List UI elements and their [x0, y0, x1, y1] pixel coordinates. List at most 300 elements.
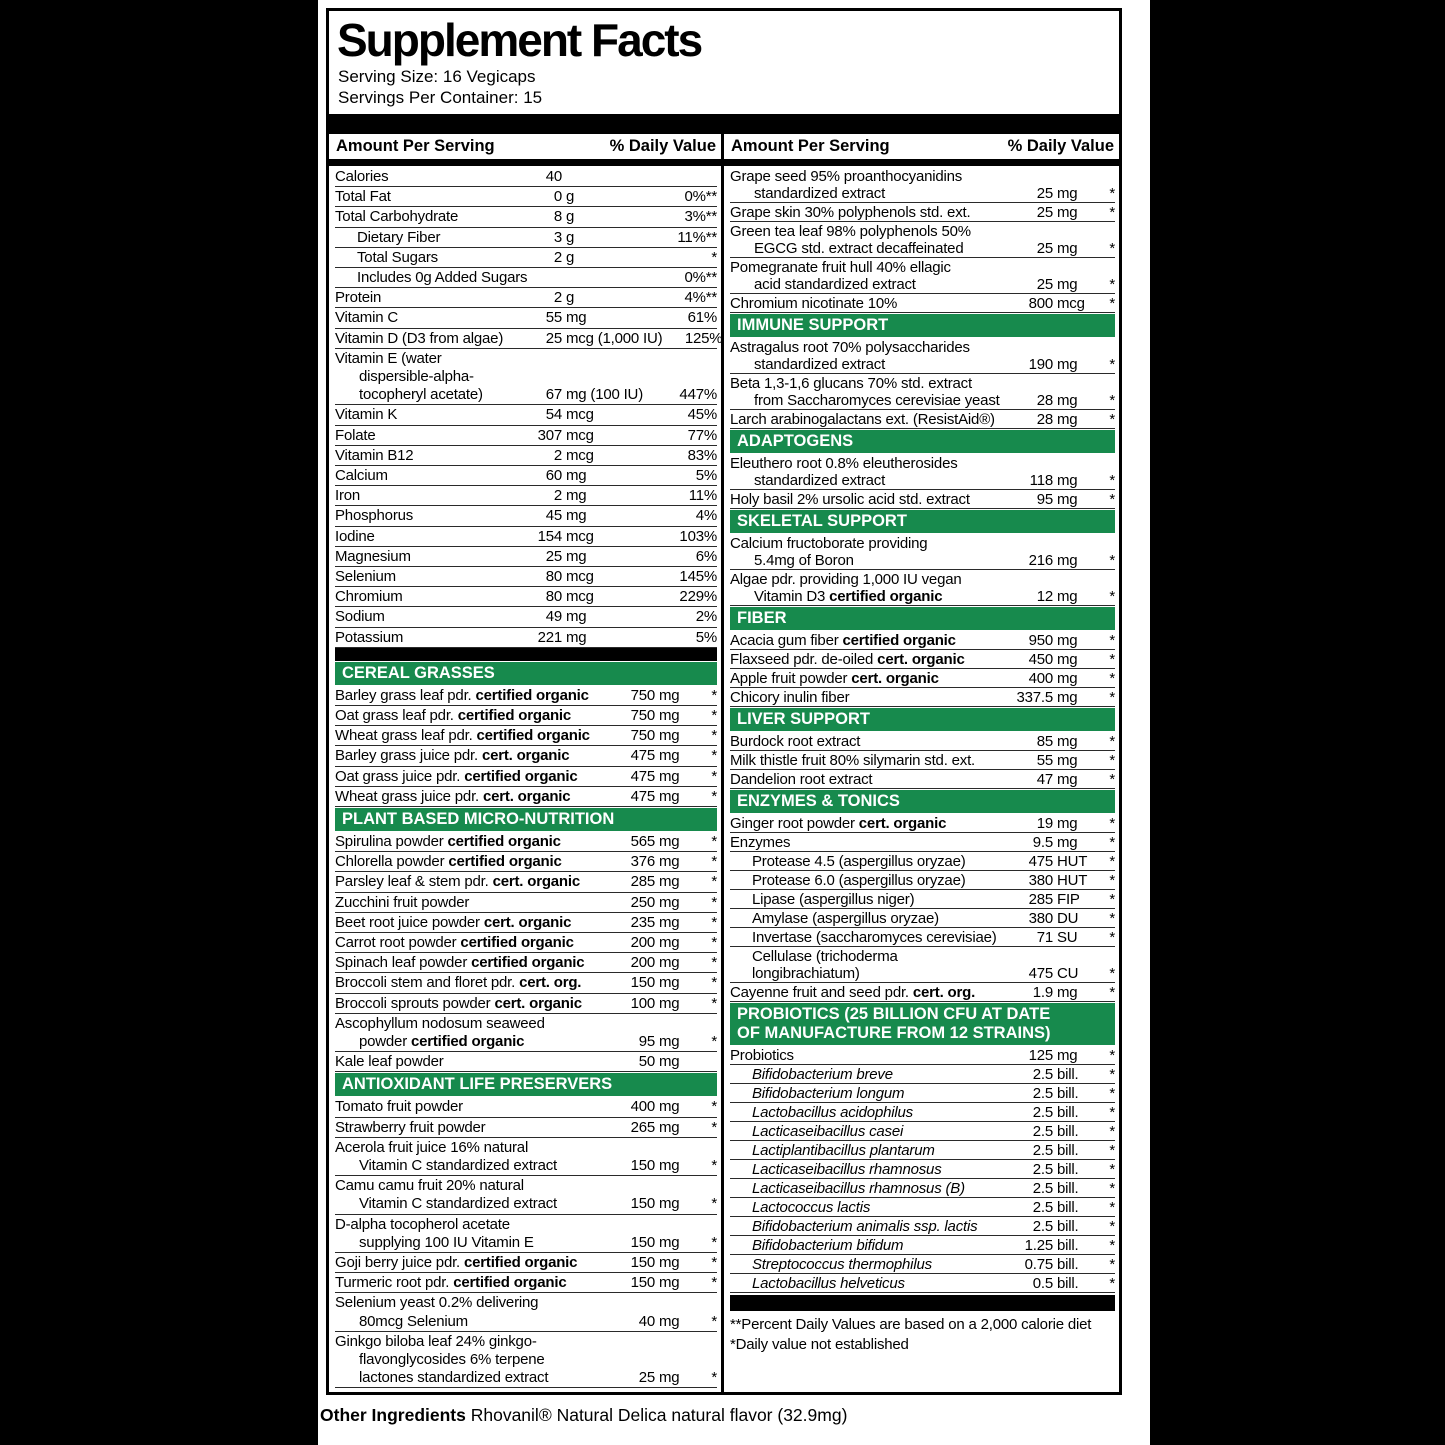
nutrient-amount: 12	[1036, 587, 1053, 605]
nutrient-amount: 475	[1028, 852, 1053, 870]
nutrient-amount: 71	[1036, 928, 1053, 946]
nutrient-row	[730, 258, 1115, 294]
nutrient-daily-value: *	[711, 686, 717, 704]
nutrient-row	[730, 1198, 1115, 1217]
nutrient-name: Total Carbohydrate	[335, 208, 459, 226]
nutrient-name: Iodine	[335, 527, 375, 545]
nutrient-row	[730, 222, 1115, 258]
nutrient-unit: mg	[659, 974, 680, 992]
nutrient-amount: 25	[638, 1369, 655, 1387]
nutrient-daily-value: *	[711, 1195, 717, 1213]
nutrient-daily-value: *	[1109, 1236, 1115, 1254]
nutrient-name: Acacia gum fiber certified organic	[730, 631, 956, 649]
nutrient-daily-value: *	[1109, 355, 1115, 373]
nutrient-row	[730, 650, 1115, 669]
nutrient-amount: 25	[545, 547, 562, 565]
nutrient-name: Beta 1,3-1,6 glucans 70% std. extract from Saccharomyces cerevisiae yeast	[730, 374, 1000, 409]
nutrient-name: Chicory inulin fiber	[730, 688, 850, 706]
nutrient-name: Strawberry fruit powder	[335, 1118, 486, 1136]
nutrient-amount: 19	[1036, 814, 1053, 832]
nutrient-name: Ginkgo biloba leaf 24% ginkgo- flavonglycosides 6% terpene lactones standardized extract	[335, 1332, 549, 1387]
nutrient-name: Spirulina powder certified organic	[335, 833, 561, 850]
nutrient-daily-value: 6%	[695, 547, 717, 565]
nutrient-amount: 265	[630, 1118, 655, 1136]
nutrient-name: Lacticaseibacillus rhamnosus (B)	[752, 1179, 965, 1197]
nutrient-name: Lactococcus lactis	[752, 1198, 871, 1216]
nutrient-row	[730, 1065, 1115, 1084]
columns-header-row	[329, 134, 1119, 159]
nutrient-daily-value: *	[1109, 1084, 1115, 1102]
nutrient-amount: 285	[1028, 890, 1053, 908]
nutrient-row	[335, 994, 717, 1014]
nutrient-daily-value: *	[711, 974, 717, 992]
nutrient-unit: mg	[566, 608, 587, 626]
nutrient-name: Lipase (aspergillus niger)	[752, 890, 915, 908]
nutrient-row	[335, 832, 717, 852]
nutrient-row	[335, 349, 717, 406]
nutrient-row	[335, 308, 717, 328]
nutrient-amount: 475	[630, 787, 655, 805]
nutrient-row	[730, 1103, 1115, 1122]
nutrient-columns	[329, 166, 1119, 1393]
nutrient-daily-value: *	[1109, 852, 1115, 870]
nutrient-name: Ascophyllum nodosum seaweed powder certified organic	[335, 1014, 545, 1051]
nutrient-name: Lactobacillus acidophilus	[752, 1103, 913, 1121]
nutrient-name: Streptococcus thermophilus	[752, 1255, 932, 1273]
nutrient-daily-value: 0%**	[684, 268, 717, 286]
nutrient-unit: bill.	[1057, 1084, 1079, 1102]
nutrient-daily-value: *	[1109, 1122, 1115, 1140]
nutrient-row	[730, 410, 1115, 429]
nutrient-daily-value: *	[711, 1033, 717, 1051]
nutrient-unit: mg	[1057, 275, 1078, 293]
nutrient-daily-value: *	[711, 767, 717, 785]
nutrient-unit: bill.	[1057, 1160, 1079, 1178]
nutrient-amount: 2.5	[1032, 1122, 1053, 1140]
nutrient-amount: 150	[630, 1233, 655, 1251]
nutrient-daily-value: *	[1109, 814, 1115, 832]
nutrient-unit: g	[566, 289, 575, 307]
nutrient-daily-value: 83%	[687, 446, 717, 464]
nutrient-name: Eleuthero root 0.8% eleutherosides standardized extract	[730, 454, 958, 489]
divider-bar	[730, 1295, 1115, 1311]
nutrient-name: Selenium	[335, 567, 396, 585]
nutrient-unit: HUT	[1057, 852, 1088, 870]
nutrient-amount: 2.5	[1032, 1160, 1053, 1178]
nutrient-name: Iron	[335, 487, 361, 505]
nutrient-row	[335, 1014, 717, 1052]
nutrient-row	[730, 1236, 1115, 1255]
nutrient-row	[335, 852, 717, 872]
nutrient-name: Holy basil 2% ursolic acid std. extract	[730, 490, 970, 508]
nutrient-row	[730, 928, 1115, 947]
nutrient-unit: mg	[566, 487, 587, 505]
nutrient-unit: mg	[1057, 732, 1078, 750]
nutrient-name: Calories	[335, 167, 389, 185]
nutrient-name: Camu camu fruit 20% natural Vitamin C standardized extract	[335, 1177, 557, 1213]
nutrient-daily-value: *	[711, 853, 717, 871]
columns-header-right	[724, 134, 1119, 159]
nutrient-name: Invertase (saccharomyces cerevisiae)	[752, 928, 997, 946]
nutrient-daily-value: 77%	[687, 426, 717, 444]
nutrient-name: Bifidobacterium animalis ssp. lactis	[752, 1217, 978, 1235]
nutrient-amount: 95	[638, 1033, 655, 1051]
nutrient-amount: 150	[630, 1274, 655, 1292]
nutrient-amount: 2.5	[1032, 1217, 1053, 1235]
nutrient-row	[730, 338, 1115, 374]
nutrient-unit: mg	[1057, 814, 1078, 832]
nutrient-daily-value: 5%	[695, 628, 717, 646]
nutrient-amount: 0.5	[1032, 1274, 1053, 1292]
nutrient-row	[335, 686, 717, 706]
nutrient-name: D-alpha tocopherol acetate supplying 100 IU Vitamin E	[335, 1215, 534, 1251]
nutrient-unit: mg	[566, 309, 587, 327]
nutrient-name: Dandelion root extract	[730, 770, 873, 788]
nutrient-amount: 150	[630, 1195, 655, 1213]
nutrient-name: Algae pdr. providing 1,000 IU vegan Vitamin D3 certified organic	[730, 570, 962, 605]
nutrient-amount: 125	[1028, 1046, 1053, 1064]
section-header: LIVER SUPPORT	[730, 708, 1115, 731]
nutrient-name: Lacticaseibacillus casei	[752, 1122, 904, 1140]
nutrient-unit: bill.	[1057, 1141, 1079, 1159]
nutrient-daily-value: *	[1109, 1274, 1115, 1292]
nutrient-row	[335, 706, 717, 726]
nutrient-amount: 2	[553, 487, 562, 505]
nutrient-name: Lacticaseibacillus rhamnosus	[752, 1160, 942, 1178]
nutrient-daily-value: 447%	[679, 386, 717, 404]
nutrient-daily-value: *	[711, 893, 717, 911]
nutrient-daily-value: *	[1109, 871, 1115, 889]
nutrient-unit: mg	[659, 913, 680, 931]
nutrient-row	[335, 1052, 717, 1072]
nutrient-amount: 475	[630, 747, 655, 765]
nutrient-name: Lactiplantibacillus plantarum	[752, 1141, 935, 1159]
nutrient-row	[335, 1215, 717, 1253]
nutrient-name: Sodium	[335, 608, 385, 626]
nutrient-unit: mg	[659, 1274, 680, 1292]
nutrient-name: Vitamin K	[335, 406, 398, 424]
nutrient-name: Turmeric root pdr. certified organic	[335, 1274, 567, 1292]
nutrient-daily-value: *	[1109, 751, 1115, 769]
nutrient-amount: 154	[537, 527, 562, 545]
nutrient-row	[730, 1046, 1115, 1065]
divider-bar-under-headers	[329, 159, 1119, 166]
nutrient-name: Wheat grass juice pdr. cert. organic	[335, 787, 571, 805]
nutrient-unit: mg	[1057, 471, 1078, 489]
nutrient-amount: 380	[1028, 871, 1053, 889]
divider-bar	[335, 648, 717, 661]
other-ingredients-text: Rhovanil® Natural Delica natural flavor (32.9mg)	[465, 1405, 848, 1426]
nutrient-daily-value: *	[711, 1254, 717, 1272]
nutrient-daily-value: *	[711, 747, 717, 765]
nutrient-name: Kale leaf powder	[335, 1053, 444, 1071]
nutrient-amount: 190	[1028, 355, 1053, 373]
nutrient-daily-value: *	[1109, 551, 1115, 569]
nutrient-unit: mg	[659, 1098, 680, 1116]
section-header: PROBIOTICS (25 BILLION CFU AT DATE OF MANUFACTURE FROM 12 STRAINS)	[730, 1003, 1115, 1045]
footnote: *Daily value not established	[730, 1335, 909, 1353]
nutrient-row	[335, 933, 717, 953]
nutrient-name: Lactobacillus helveticus	[752, 1274, 905, 1292]
nutrient-unit: FIP	[1057, 890, 1080, 908]
nutrient-unit: mg	[1057, 983, 1078, 1001]
nutrient-daily-value: *	[711, 913, 717, 931]
nutrient-name: Beet root juice powder cert. organic	[335, 913, 572, 931]
nutrient-unit: mg	[1057, 751, 1078, 769]
nutrient-daily-value: *	[711, 706, 717, 724]
nutrient-daily-value: *	[711, 1118, 717, 1136]
nutrient-row	[335, 527, 717, 547]
nutrient-unit: mcg	[566, 567, 594, 585]
nutrient-amount: 2	[553, 248, 562, 266]
nutrient-unit: mcg	[566, 446, 594, 464]
nutrient-row	[730, 1179, 1115, 1198]
nutrient-unit: mg	[1057, 203, 1078, 221]
nutrient-unit: DU	[1057, 909, 1079, 927]
nutrient-unit: mg	[659, 1233, 680, 1251]
nutrient-daily-value: *	[1109, 391, 1115, 409]
nutrient-row	[730, 203, 1115, 222]
nutrient-amount: 55	[1036, 751, 1053, 769]
nutrient-row	[730, 983, 1115, 1002]
section-header: SKELETAL SUPPORT	[730, 510, 1115, 533]
nutrient-name: Chromium nicotinate 10%	[730, 294, 898, 312]
nutrient-name: Potassium	[335, 628, 404, 646]
nutrient-daily-value: *	[1109, 1160, 1115, 1178]
nutrient-row	[335, 953, 717, 973]
nutrient-name: Enzymes	[730, 833, 791, 851]
nutrient-daily-value: 5%	[695, 466, 717, 484]
nutrient-row	[730, 1160, 1115, 1179]
nutrient-amount: 750	[630, 706, 655, 724]
nutrient-daily-value: *	[711, 954, 717, 972]
nutrient-daily-value: *	[1109, 275, 1115, 293]
divider-bar-top	[329, 114, 1119, 134]
nutrient-amount: 95	[1036, 490, 1053, 508]
nutrient-daily-value: *	[711, 787, 717, 805]
nutrient-row	[335, 1273, 717, 1293]
nutrient-daily-value: 125%	[684, 329, 723, 347]
nutrient-name: Spinach leaf powder certified organic	[335, 954, 585, 972]
amount-per-serving-label: Amount Per Serving	[336, 136, 495, 155]
nutrient-name: Probiotics	[730, 1046, 794, 1064]
nutrient-amount: 2.5	[1032, 1084, 1053, 1102]
nutrient-unit: mg	[659, 833, 680, 850]
nutrient-daily-value: *	[1109, 928, 1115, 946]
nutrient-unit: mg	[1057, 391, 1078, 409]
nutrient-unit: mg	[659, 873, 680, 891]
nutrient-unit: bill.	[1057, 1255, 1079, 1273]
nutrient-name: Bifidobacterium breve	[752, 1065, 893, 1083]
nutrient-amount: 475	[1028, 964, 1053, 982]
nutrient-row	[335, 872, 717, 892]
nutrient-row	[335, 893, 717, 913]
nutrient-name: Cellulase (trichoderma longibrachiatum)	[752, 947, 898, 982]
nutrient-daily-value: *	[711, 248, 717, 266]
nutrient-row	[335, 746, 717, 766]
nutrient-amount: 250	[630, 893, 655, 911]
nutrient-name: Tomato fruit powder	[335, 1098, 463, 1116]
nutrient-unit: mg	[1057, 631, 1078, 649]
nutrient-amount: 2.5	[1032, 1103, 1053, 1121]
nutrient-row	[335, 329, 723, 349]
nutrient-name: Green tea leaf 98% polyphenols 50% EGCG std. extract decaffeinated	[730, 222, 971, 257]
nutrient-amount: 450	[1028, 650, 1053, 668]
nutrient-amount: 235	[630, 913, 655, 931]
nutrient-name: Astragalus root 70% polysaccharides standardized extract	[730, 338, 970, 373]
nutrient-daily-value: *	[1109, 184, 1115, 202]
nutrient-amount: 380	[1028, 909, 1053, 927]
nutrient-name: Broccoli stem and floret pdr. cert. org.	[335, 974, 582, 992]
nutrient-row	[335, 486, 717, 506]
section-header: FIBER	[730, 607, 1115, 630]
nutrient-daily-value: *	[1109, 587, 1115, 605]
nutrient-row	[335, 1118, 717, 1138]
nutrient-unit: mg	[1057, 184, 1078, 202]
nutrient-unit: mcg	[566, 426, 594, 444]
nutrient-unit: mg	[659, 787, 680, 805]
nutrient-row	[335, 248, 717, 268]
nutrient-daily-value: 11%**	[677, 228, 717, 246]
nutrient-daily-value: *	[1109, 471, 1115, 489]
nutrient-name: Phosphorus	[335, 507, 414, 525]
nutrient-amount: 216	[1028, 551, 1053, 569]
nutrient-unit: g	[566, 208, 575, 226]
nutrient-daily-value: 11%	[688, 487, 717, 505]
nutrient-amount: 25	[1036, 203, 1053, 221]
nutrient-amount: 1.9	[1032, 983, 1053, 1001]
daily-value-label: % Daily Value	[609, 136, 716, 155]
nutrient-amount: 8	[553, 208, 562, 226]
nutrient-name: Larch arabinogalactans ext. (ResistAid®)	[730, 410, 995, 428]
nutrient-name: Protease 6.0 (aspergillus oryzae)	[752, 871, 966, 889]
nutrient-unit: bill.	[1057, 1122, 1079, 1140]
nutrient-amount: 950	[1028, 631, 1053, 649]
nutrient-amount: 25	[1036, 239, 1053, 257]
nutrient-amount: 80	[545, 567, 562, 585]
nutrient-daily-value: *	[711, 994, 717, 1012]
nutrient-amount: 750	[630, 686, 655, 704]
nutrient-daily-value: *	[711, 1157, 717, 1175]
nutrient-daily-value: *	[711, 1369, 717, 1387]
nutrient-unit: mg	[659, 1118, 680, 1136]
nutrient-amount: 285	[630, 873, 655, 891]
nutrient-row	[730, 490, 1115, 509]
nutrient-unit: mcg	[566, 406, 594, 424]
nutrient-row	[730, 374, 1115, 410]
supplement-facts-box	[326, 8, 1122, 1395]
nutrient-name: Acerola fruit juice 16% natural Vitamin C standardized extract	[335, 1138, 557, 1175]
nutrient-row	[730, 732, 1115, 751]
nutrient-row	[335, 1293, 717, 1331]
nutrient-row	[335, 587, 717, 607]
nutrient-row	[335, 466, 717, 486]
nutrient-unit: mg	[566, 628, 587, 646]
amount-per-serving-label: Amount Per Serving	[731, 136, 890, 155]
nutrient-row	[730, 852, 1115, 871]
nutrient-row	[335, 726, 717, 746]
nutrient-name: Vitamin E (water dispersible-alpha- tocopheryl acetate)	[335, 349, 483, 404]
nutrient-name: Calcium	[335, 466, 388, 484]
nutrient-daily-value: *	[1109, 732, 1115, 750]
nutrient-daily-value: 229%	[679, 588, 717, 606]
nutrient-unit: mg	[659, 893, 680, 911]
section-header: CEREAL GRASSES	[335, 662, 717, 685]
nutrient-unit: bill.	[1057, 1179, 1079, 1197]
nutrient-row	[730, 1122, 1115, 1141]
nutrient-unit: mcg	[1057, 294, 1085, 312]
nutrient-row	[730, 570, 1115, 606]
nutrient-row	[730, 167, 1115, 203]
nutrient-unit: mg	[659, 747, 680, 765]
nutrient-daily-value: *	[1109, 890, 1115, 908]
nutrient-unit: SU	[1057, 928, 1078, 946]
nutrient-daily-value: *	[1109, 631, 1115, 649]
nutrient-name: Cayenne fruit and seed pdr. cert. org.	[730, 983, 976, 1001]
nutrient-unit: mg	[659, 954, 680, 972]
nutrient-amount: 307	[537, 426, 562, 444]
nutrient-amount: 40	[545, 167, 562, 185]
nutrient-row	[335, 567, 717, 587]
nutrient-amount: 221	[537, 628, 562, 646]
nutrient-unit: mg	[659, 1312, 680, 1330]
nutrient-row	[335, 607, 717, 627]
nutrient-name: Selenium yeast 0.2% delivering 80mcg Selenium	[335, 1294, 539, 1330]
nutrient-name: Zucchini fruit powder	[335, 893, 470, 911]
nutrient-daily-value: *	[1109, 1198, 1115, 1216]
nutrient-name: Grape skin 30% polyphenols std. ext.	[730, 203, 971, 221]
nutrient-amount: 50	[638, 1053, 655, 1071]
nutrient-amount: 55	[545, 309, 562, 327]
nutrient-row	[730, 454, 1115, 490]
columns-header-left	[329, 134, 724, 159]
nutrient-daily-value: *	[1109, 1046, 1115, 1064]
nutrient-row	[730, 770, 1115, 789]
nutrient-name: Vitamin C	[335, 309, 398, 327]
nutrient-row	[335, 506, 717, 526]
other-ingredients-line	[318, 1395, 1150, 1426]
nutrient-name: Oat grass juice pdr. certified organic	[335, 767, 578, 785]
nutrient-name: Pomegranate fruit hull 40% ellagic acid standardized extract	[730, 258, 951, 293]
nutrient-name: Apple fruit powder cert. organic	[730, 669, 939, 687]
nutrient-unit: HUT	[1057, 871, 1088, 889]
nutrient-name: Ginger root powder cert. organic	[730, 814, 947, 832]
nutrient-daily-value: *	[1109, 1217, 1115, 1235]
nutrient-name: Dietary Fiber	[357, 228, 441, 246]
nutrient-unit: mg	[1057, 410, 1078, 428]
nutrient-daily-value: *	[711, 1098, 717, 1116]
nutrient-amount: 54	[545, 406, 562, 424]
nutrient-name: Vitamin B12	[335, 446, 414, 464]
nutrient-row	[730, 534, 1115, 570]
nutrient-amount: 200	[630, 934, 655, 952]
nutrient-row	[730, 947, 1115, 983]
nutrient-daily-value: *	[1109, 239, 1115, 257]
nutrient-daily-value: *	[1109, 833, 1115, 851]
nutrient-row	[730, 1141, 1115, 1160]
nutrient-name: Barley grass leaf pdr. certified organic	[335, 686, 589, 704]
nutrient-amount: 565	[630, 833, 655, 850]
nutrient-daily-value: *	[1109, 1179, 1115, 1197]
nutrient-row	[730, 871, 1115, 890]
nutrient-amount: 67	[545, 386, 562, 404]
nutrient-unit: mg	[566, 507, 587, 525]
nutrient-name: Protein	[335, 289, 382, 307]
nutrient-amount: 47	[1036, 770, 1053, 788]
nutrient-name: Protease 4.5 (aspergillus oryzae)	[752, 852, 966, 870]
nutrient-unit: mg	[659, 706, 680, 724]
nutrient-daily-value: *	[1109, 688, 1115, 706]
